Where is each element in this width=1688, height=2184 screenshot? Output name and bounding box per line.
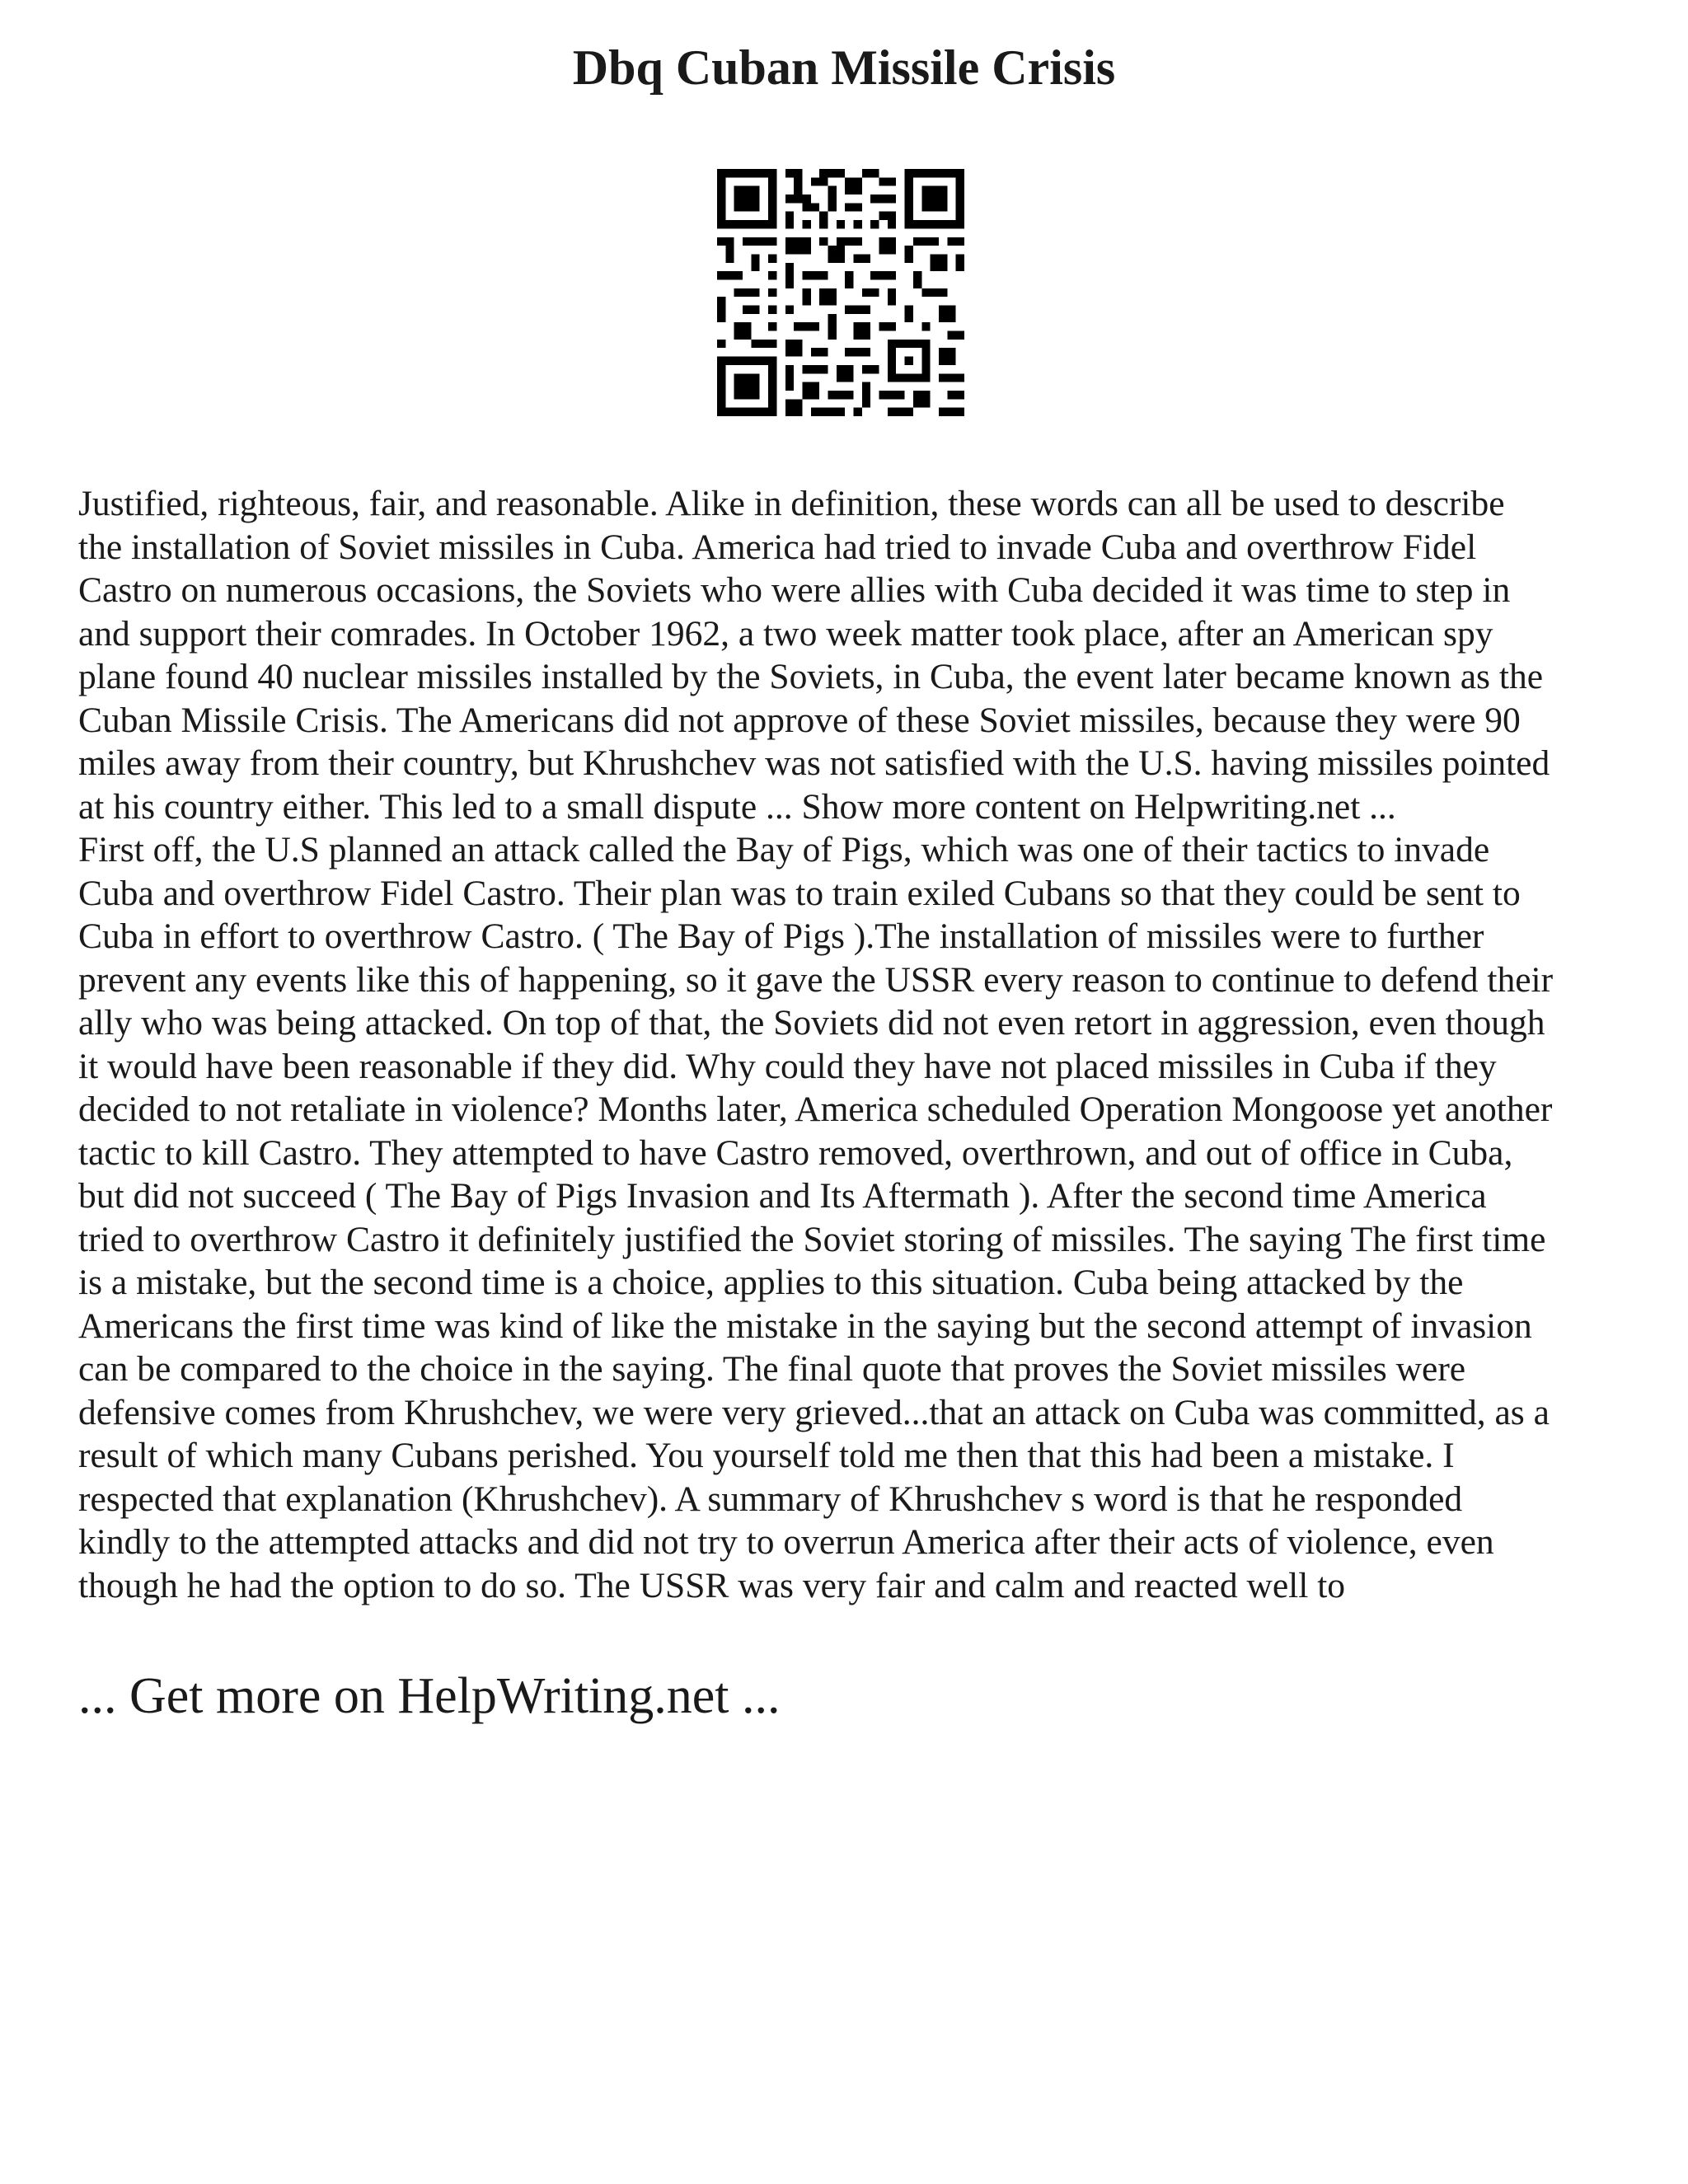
qr-code-icon [717,169,964,416]
get-more-link[interactable]: ... Get more on HelpWriting.net ... [78,1668,781,1724]
page-title: Dbq Cuban Missile Crisis [572,40,1116,95]
essay-body: Justified, righteous, fair, and reasonable. Alike in definition, these words can all be used to describe the installation of Soviet missiles in Cuba. America had tried to invade Cuba and overthrow Fidel Castro on numerous occasions, the Soviets who were allies with Cuba decided it was time to step in and support their comrades. In October 1962, a two week matter took place, after an American spy plane found 40 nuclear missiles installed by the Soviets, in Cuba, the event later became known as the Cuban Missile Crisis. The Americans did not approve of these Soviet missiles, because they were 90 miles away from their country, but Khrushchev was not satisfied with the U.S. having missiles pointed at his country either. This led to a small dispute ... Show more content on Helpwriting.net ... First off, the U.S planned an attack called the Bay of Pigs, which was one of their tactics to invade Cuba and overthrow Fidel Castro. Their plan was to train exiled Cubans so that they could be sent to Cuba in effort to overthrow Castro. ( The Bay of Pigs ).The installation of missiles were to further prevent any events like this of happening, so it gave the USSR every reason to continue to defend their ally who was being attacked. On top of that, the Soviets did not even retort in aggression, even though it would have been reasonable if they did. Why could they have not placed missiles in Cuba if they decided to not retaliate in violence? Months later, America scheduled Operation Mongoose yet another tactic to kill Castro. They attempted to have Castro removed, overthrown, and out of office in Cuba, but did not succeed ( The Bay of Pigs Invasion and Its Aftermath ). After the second time America tried to overthrow Castro it definitely justified the Soviet storing of missiles. The saying The first time is a mistake, but the second time is a choice, applies to this situation. Cuba being attacked by the Americans the first time was kind of like the mistake in the saying but the second attempt of invasion can be compared to the choice in the saying. The final quote that proves the Soviet missiles were defensive comes from Khrushchev, we were very grieved...that an attack on Cuba was committed, as a result of which many Cubans perished. You yourself told me then that this had been a mistake. I respected that explanation (Khrushchev). A summary of Khrushchev s word is that he responded kindly to the attempted attacks and did not try to overrun America after their acts of violence, even though he had the option to do so. The USSR was very fair and calm and reacted well to [78,484,1554,1605]
